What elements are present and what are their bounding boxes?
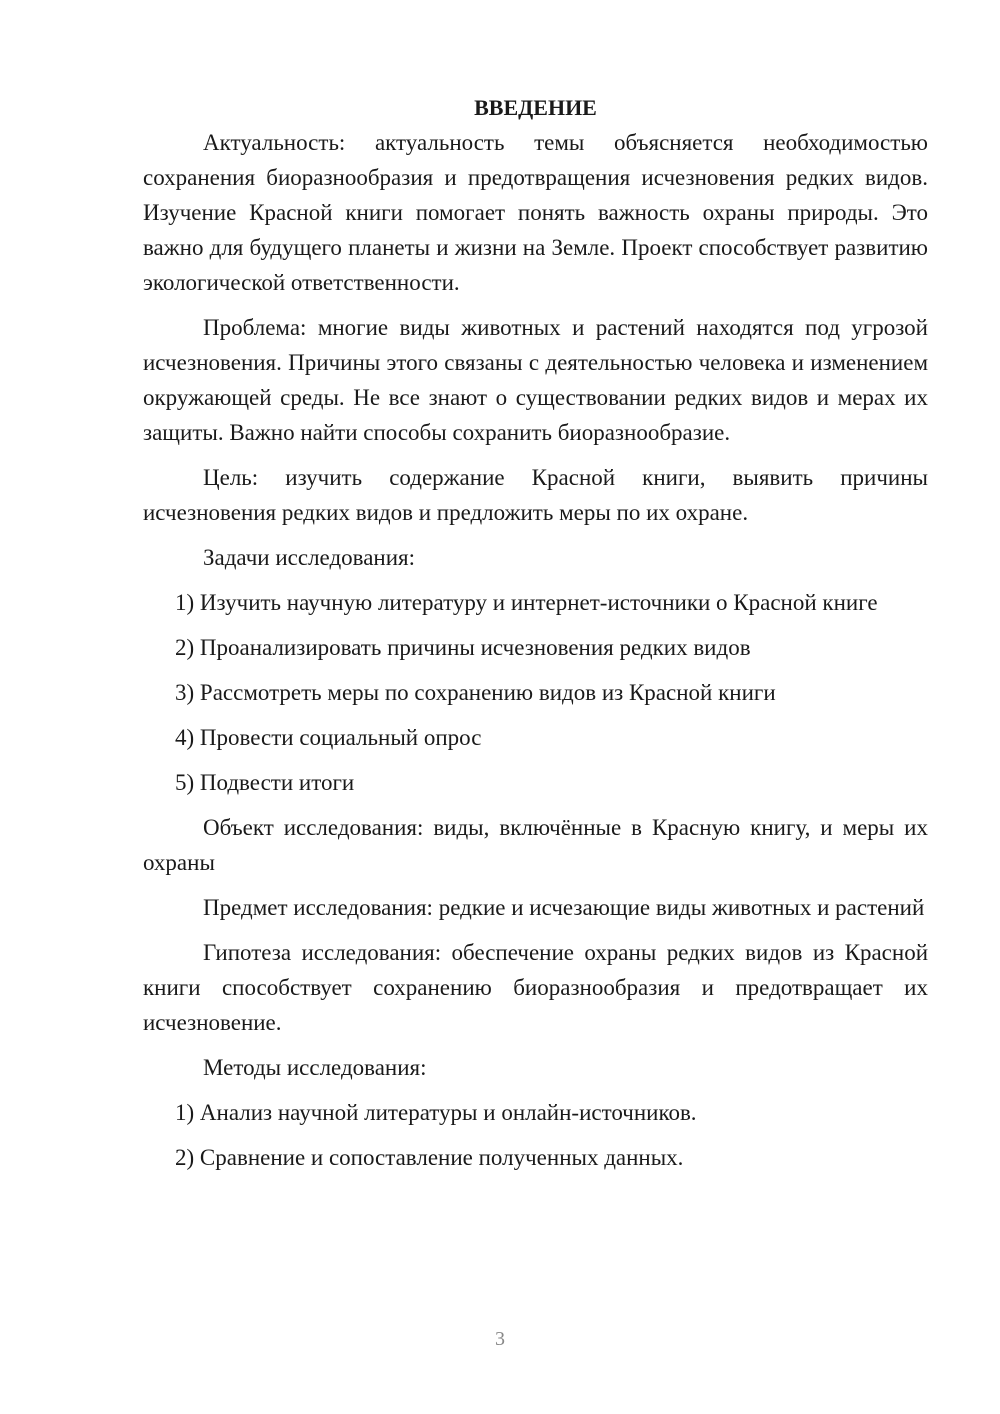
methods-heading: Методы исследования: xyxy=(203,1055,427,1080)
hypothesis-paragraph: Гипотеза исследования: обеспечение охраны редких видов из Красной книги способствует сохранению биоразнообразия и предотвращает их исчезновение. xyxy=(143,940,928,1035)
method-item-2: 2) Сравнение и сопоставление полученных данных. xyxy=(175,1145,684,1170)
object-paragraph: Объект исследования: виды, включённые в Красную книгу, и меры их охраны xyxy=(143,815,928,875)
task-item-5: 5) Подвести итоги xyxy=(175,770,355,795)
subject-paragraph: Предмет исследования: редкие и исчезающие виды животных и растений xyxy=(203,895,925,920)
page-number: 3 xyxy=(495,1328,505,1350)
goal-paragraph: Цель: изучить содержание Красной книги, выявить причины исчезновения редких видов и предложить меры по их охране. xyxy=(143,465,928,525)
relevance-paragraph: Актуальность: актуальность темы объясняется необходимостью сохранения биоразнообразия и предотвращения исчезновения редких видов. Изучение Красной книги помогает понять важность охраны природы. Это важно для будущего планеты и жизни на Земле. Проект способствует развитию экологической ответственности. xyxy=(143,130,928,295)
method-item-1: 1) Анализ научной литературы и онлайн-источников. xyxy=(175,1100,697,1125)
task-item-3: 3) Рассмотреть меры по сохранению видов из Красной книги xyxy=(175,680,776,705)
task-item-2: 2) Проанализировать причины исчезновения редких видов xyxy=(175,635,751,660)
section-title: ВВЕДЕНИЕ xyxy=(474,95,597,120)
tasks-heading: Задачи исследования: xyxy=(203,545,416,570)
task-item-4: 4) Провести социальный опрос xyxy=(175,725,482,750)
task-item-1: 1) Изучить научную литературу и интернет-источники о Красной книге xyxy=(175,590,878,615)
document-page xyxy=(143,90,928,1185)
problem-paragraph: Проблема: многие виды животных и растений находятся под угрозой исчезновения. Причины этого связаны с деятельностью человека и изменением окружающей среды. Не все знают о существовании редких видов и мерах их защиты. Важно найти способы сохранить биоразнообразие. xyxy=(143,315,928,445)
